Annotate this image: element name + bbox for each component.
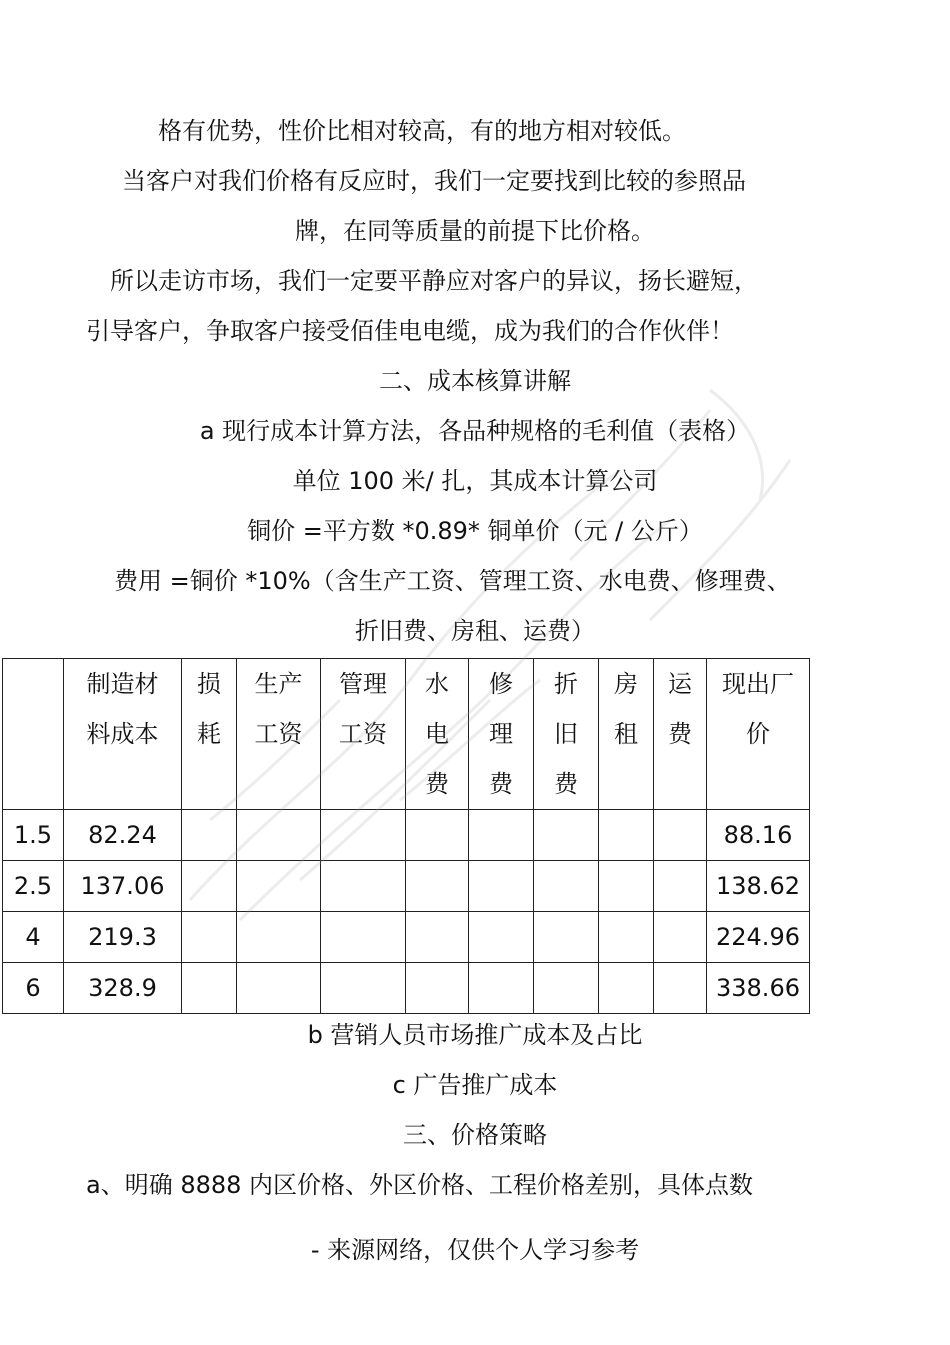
table-cell: [654, 861, 707, 912]
table-cell: [599, 861, 654, 912]
table-cell: [406, 861, 469, 912]
table-cell: 88.16: [707, 810, 810, 861]
table-cell: [599, 912, 654, 963]
paragraph-line-4: 所以走访市场，我们一定要平静应对客户的异议，扬长避短，: [110, 267, 758, 295]
header-cell-repair: 修 理 费: [469, 659, 534, 810]
table-cell: [534, 912, 599, 963]
table-cell: [182, 810, 237, 861]
table-cell: [534, 963, 599, 1014]
table-cell: [469, 810, 534, 861]
table-cell: 2.5: [3, 861, 64, 912]
table-cell: [321, 861, 406, 912]
paragraph-pricing-detail: a、明确 8888 内区价格、外区价格、工程价格差别，具体点数: [86, 1171, 754, 1199]
paragraph-line-1: 格有优势，性价比相对较高，有的地方相对较低。: [158, 117, 686, 145]
table-cell: [237, 912, 321, 963]
table-cell: 82.24: [64, 810, 182, 861]
paragraph-ad-cost: c 广告推广成本: [392, 1071, 558, 1099]
table-cell: [469, 963, 534, 1014]
section-heading-pricing: 三、价格策略: [403, 1121, 547, 1149]
table-cell: [534, 861, 599, 912]
table-cell: [654, 963, 707, 1014]
table-cell: [599, 963, 654, 1014]
table-cell: [406, 912, 469, 963]
table-row: [3, 912, 810, 963]
table-row: [3, 861, 810, 912]
table-row: [3, 810, 810, 861]
table-cell: 138.62: [707, 861, 810, 912]
footer-source-note: - 来源网络，仅供个人学习参考: [310, 1236, 640, 1264]
paragraph-line-8: 单位 100 米/ 扎，其成本计算公司: [292, 467, 658, 495]
cost-table: [2, 658, 810, 1014]
table-header-row: [3, 659, 810, 810]
table-cell: 338.66: [707, 963, 810, 1014]
table-cell: [534, 810, 599, 861]
table-cell: [182, 963, 237, 1014]
formula-copper-price: 铜价 =平方数 *0.89* 铜单价（元 / 公斤）: [247, 517, 703, 545]
table-row: [3, 963, 810, 1014]
table-cell: [406, 963, 469, 1014]
header-cell-blank: [3, 659, 64, 810]
paragraph-line-3: 牌，在同等质量的前提下比价格。: [295, 217, 655, 245]
table-cell: 137.06: [64, 861, 182, 912]
table-cell: [237, 861, 321, 912]
table-cell: 4: [3, 912, 64, 963]
header-cell-factory-price: 现出厂 价: [707, 659, 810, 810]
table-cell: [406, 810, 469, 861]
table-cell: [599, 810, 654, 861]
section-heading-cost: 二、成本核算讲解: [379, 367, 571, 395]
paragraph-line-7: a 现行成本计算方法，各品种规格的毛利值（表格）: [199, 417, 751, 445]
header-cell-production-wage: 生产 工资: [237, 659, 321, 810]
table-cell: [469, 912, 534, 963]
table-cell: [654, 912, 707, 963]
table-cell: [321, 963, 406, 1014]
formula-expenses: 费用 =铜价 *10%（含生产工资、管理工资、水电费、修理费、: [114, 567, 791, 595]
paragraph-line-2: 当客户对我们价格有反应时，我们一定要找到比较的参照品: [122, 167, 746, 195]
table-cell: [182, 912, 237, 963]
table-cell: 6: [3, 963, 64, 1014]
table-cell: [469, 861, 534, 912]
header-cell-rent: 房 租: [599, 659, 654, 810]
table-cell: [237, 810, 321, 861]
table-cell: [321, 810, 406, 861]
table-cell: [182, 861, 237, 912]
table-cell: 219.3: [64, 912, 182, 963]
header-cell-freight: 运 费: [654, 659, 707, 810]
header-cell-utilities: 水 电 费: [406, 659, 469, 810]
header-cell-material-cost: 制造材 料成本: [64, 659, 182, 810]
table-cell: [654, 810, 707, 861]
paragraph-line-11: 折旧费、房租、运费）: [355, 617, 595, 645]
header-cell-depreciation: 折 旧 费: [534, 659, 599, 810]
table-cell: 328.9: [64, 963, 182, 1014]
table-cell: 1.5: [3, 810, 64, 861]
paragraph-marketing-cost: b 营销人员市场推广成本及占比: [307, 1021, 643, 1049]
paragraph-line-5: 引导客户，争取客户接受佰佳电电缆，成为我们的合作伙伴！: [86, 317, 734, 345]
table-cell: [237, 963, 321, 1014]
table-cell: 224.96: [707, 912, 810, 963]
header-cell-loss: 损 耗: [182, 659, 237, 810]
header-cell-management-wage: 管理 工资: [321, 659, 406, 810]
table-cell: [321, 912, 406, 963]
